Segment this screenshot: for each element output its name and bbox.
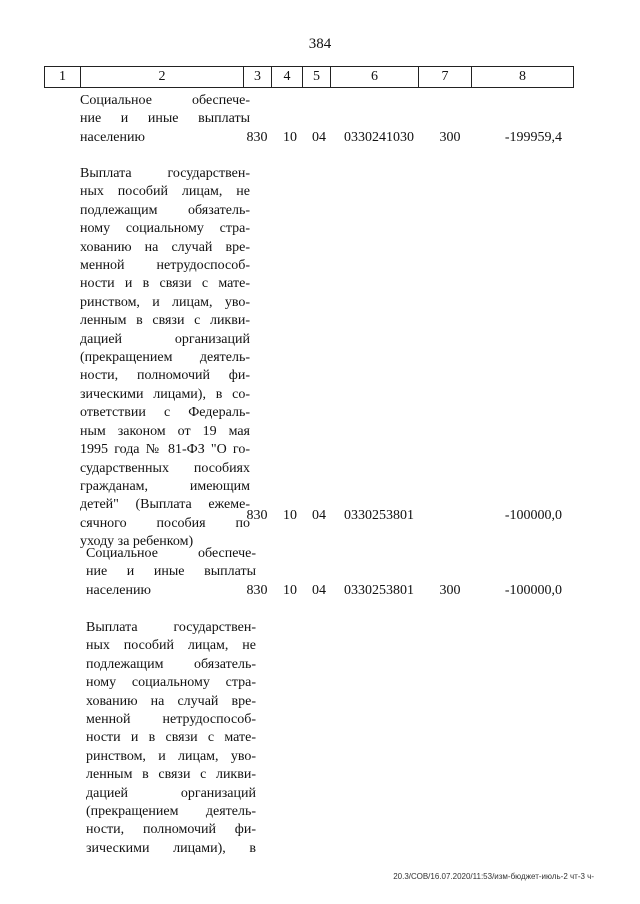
column-header-cell: 4 [272, 67, 303, 88]
description-line: 1995 года № 81-ФЗ "О го- [80, 442, 250, 458]
description-line: населению [80, 129, 145, 145]
description-line: ности, полномочий фи- [80, 368, 250, 384]
column-header-cell: 5 [303, 67, 331, 88]
subsection-cell: 04 [312, 129, 326, 145]
description-line: хованию на случай вре- [86, 693, 256, 709]
column-header-cell: 2 [81, 67, 244, 88]
description-line: Выплата государствен- [80, 166, 250, 181]
row-description [80, 92, 250, 147]
code-cell: 830 [246, 508, 268, 523]
amount-cell: -100000,0 [504, 508, 562, 523]
amount-cell: -199959,4 [504, 129, 562, 145]
description-line: сударственных пособиях [80, 460, 250, 476]
description-line: ных пособий лицам, не [86, 638, 256, 654]
description-line: ленным в связи с ликви- [80, 313, 250, 329]
description-line: подлежащим обязатель- [86, 656, 256, 672]
page-number: 384 [308, 36, 332, 52]
description-line: хованию на случай вре- [80, 239, 250, 255]
section-cell: 10 [283, 129, 297, 145]
description-line: дацией организаций [80, 331, 250, 347]
description-line: уходу за ребенком) [80, 534, 194, 550]
column-header-row [45, 67, 574, 88]
description-line: дацией организаций [86, 785, 256, 801]
code-cell: 830 [246, 582, 268, 598]
subsection-cell: 04 [312, 582, 326, 598]
description-line: подлежащим обязатель- [80, 202, 250, 218]
description-line: ленным в связи с ликви- [86, 767, 256, 783]
section-cell: 10 [283, 582, 297, 598]
row-description [86, 545, 256, 600]
column-header-cell: 6 [331, 67, 419, 88]
description-line: зическими лицами), в со- [80, 386, 250, 402]
description-line: менной нетрудоспособ- [86, 712, 256, 728]
target-cell: 0330241030 [344, 129, 414, 145]
description-line: населению [86, 582, 151, 598]
description-line: ности и в связи с мате- [80, 276, 250, 292]
description-line: ние и иные выплаты [86, 564, 256, 580]
column-header-cell: 7 [419, 67, 472, 88]
subsection-cell: 04 [312, 508, 326, 523]
row-description [80, 165, 250, 552]
type-cell: 300 [439, 582, 461, 598]
description-line: сячного пособия по [80, 515, 250, 531]
description-line: ринством, и лицам, уво- [86, 748, 256, 764]
description-line: Социальное обеспече- [80, 93, 250, 108]
description-line: ринством, и лицам, уво- [80, 294, 250, 310]
description-line: ности и в связи с мате- [86, 730, 256, 746]
description-line: ному социальному стра- [86, 675, 256, 691]
section-cell: 10 [283, 508, 297, 523]
column-header-cell: 8 [472, 67, 574, 88]
column-header-cell: 3 [244, 67, 272, 88]
description-line: ных пособий лицам, не [80, 184, 250, 200]
footer-document-code: 20.3/СОВ/16.07.2020/11:53/изм-бюджет-июль-2 чт-3 ч- [393, 872, 594, 881]
amount-cell: -100000,0 [504, 582, 562, 598]
column-header-cell: 1 [45, 67, 81, 88]
type-cell: 300 [439, 129, 461, 145]
description-line: (прекращением деятель- [86, 804, 256, 820]
description-line: ние и иные выплаты [80, 111, 250, 127]
code-cell: 830 [246, 129, 268, 145]
description-line: ности, полномочий фи- [86, 822, 256, 838]
description-line: (прекращением деятель- [80, 350, 250, 366]
row-description [86, 619, 256, 858]
description-line: детей" (Выплата ежеме- [80, 497, 250, 513]
target-cell: 0330253801 [344, 508, 414, 523]
description-line: ответствии с Федераль- [80, 405, 250, 421]
description-line: менной нетрудоспособ- [80, 258, 250, 274]
column-header-table [44, 66, 574, 88]
description-line: ному социальному стра- [80, 221, 250, 237]
description-line: гражданам, имеющим [80, 478, 250, 494]
target-cell: 0330253801 [344, 582, 414, 598]
description-line: зическими лицами), в [86, 840, 256, 856]
description-line: Социальное обеспече- [86, 546, 256, 561]
description-line: Выплата государствен- [86, 620, 256, 635]
description-line: ным законом от 19 мая [80, 423, 250, 439]
